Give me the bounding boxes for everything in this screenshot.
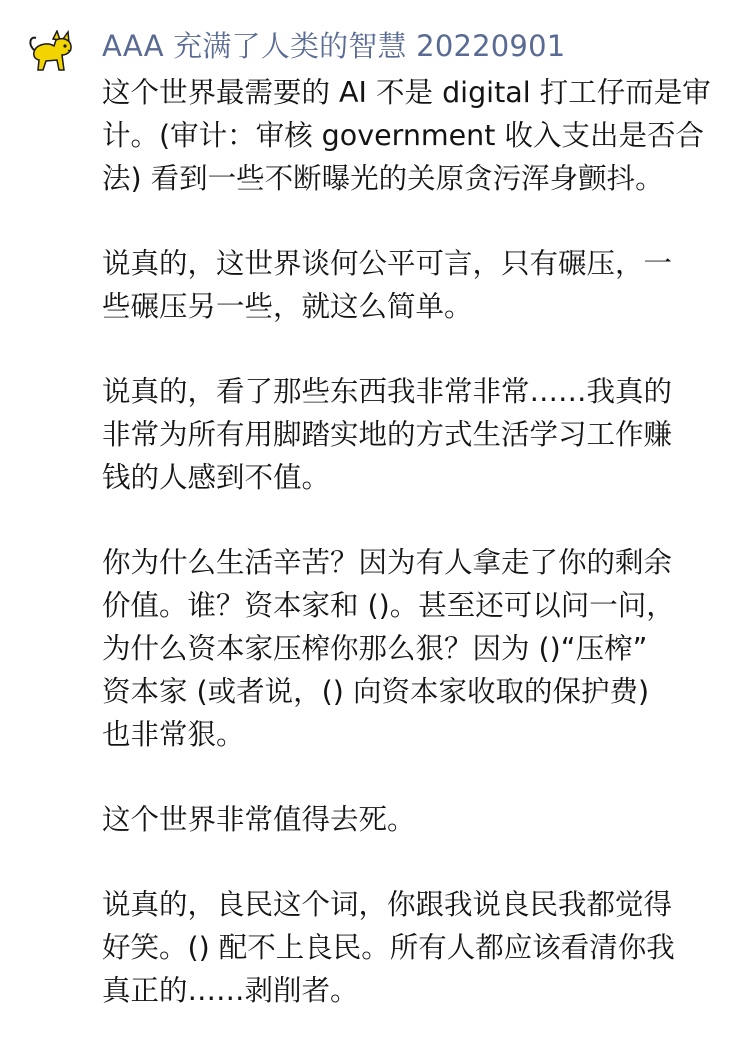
text-line: 这个世界最需要的 AI 不是 digital 打工仔而是审	[102, 76, 711, 109]
text-line: 你为什么生活辛苦？因为有人拿走了你的剩余	[102, 546, 673, 579]
text-line: 也非常狠。	[102, 718, 245, 751]
text-line: 为什么资本家压榨你那么狠？因为 ()“压榨”	[102, 632, 648, 665]
text-line: 些碾压另一些，就这么简单。	[102, 290, 473, 323]
text-line: 资本家 (或者说，() 向资本家收取的保护费)	[102, 675, 650, 708]
post-body	[102, 71, 742, 1054]
text-line: 好笑。() 配不上良民。所有人都应该看清你我	[102, 931, 675, 964]
text-line: 真正的……剥削者。	[102, 974, 359, 1007]
paragraph	[102, 242, 742, 328]
text-line: 说真的，良民这个词，你跟我说良民我都觉得	[102, 888, 673, 921]
text-line: 法) 看到一些不断曝光的关原贪污浑身颤抖。	[102, 162, 664, 195]
text-line: 计。(审计：审核 government 收入支出是否合	[102, 119, 704, 152]
paragraph	[102, 370, 742, 499]
text-line: 说真的，看了那些东西我非常非常……我真的	[102, 375, 673, 408]
text-line: 钱的人感到不值。	[102, 461, 331, 494]
text-line: 价值。谁？资本家和 ()。甚至还可以问一问，	[102, 589, 675, 622]
paragraph	[102, 798, 742, 841]
text-line: 说真的，这世界谈何公平可言，只有碾压，一	[102, 247, 673, 280]
paragraph	[102, 541, 742, 756]
text-line: 这个世界非常值得去死。	[102, 803, 416, 836]
post-author[interactable]: AAA 充满了人类的智慧 20220901	[102, 29, 566, 63]
text-line: 非常为所有用脚踏实地的方式生活学习工作赚	[102, 418, 673, 451]
yellow-cat-icon	[26, 30, 78, 78]
avatar[interactable]	[26, 30, 78, 78]
paragraph	[102, 883, 742, 1012]
paragraph	[102, 71, 742, 200]
